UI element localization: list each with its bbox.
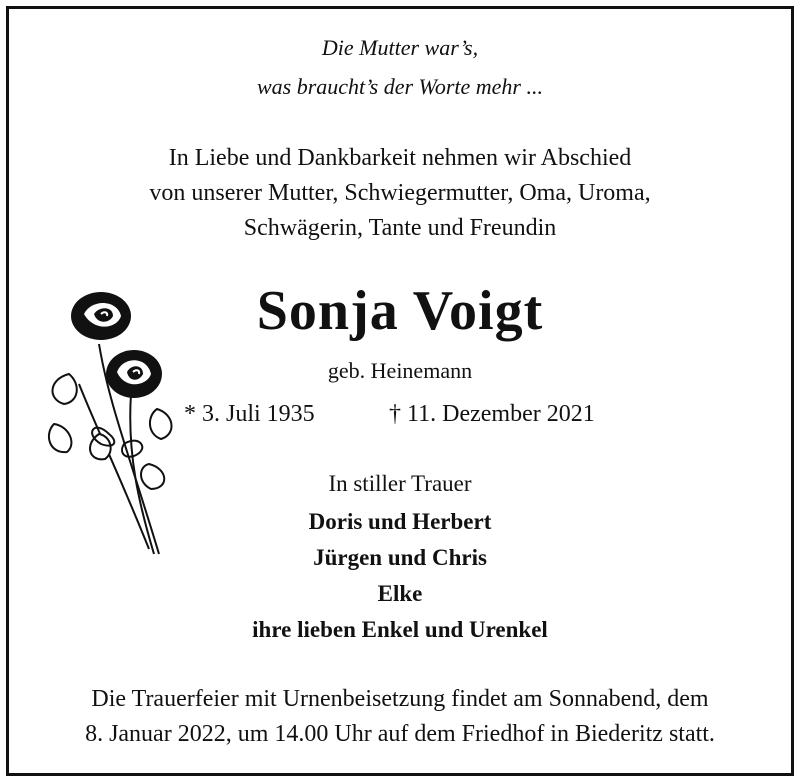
death-date: † 11. Dezember 2021 (389, 401, 595, 427)
mourner-1: Doris und Herbert (308, 509, 492, 534)
motto-line-2: was braucht’s der Worte mehr ... (256, 74, 543, 99)
intro-line-3: Schwägerin, Tante und Freundin (243, 215, 557, 241)
mourner-4: ihre lieben Enkel und Urenkel (252, 617, 548, 642)
obituary-frame (6, 6, 794, 776)
intro-line-1: In Liebe und Dankbarkeit nehmen wir Abschied (168, 145, 632, 171)
deceased-name: Sonja Voigt (256, 280, 544, 342)
mourner-2: Jürgen und Chris (313, 545, 487, 570)
intro-line-2: von unserer Mutter, Schwiegermutter, Oma, Uroma, (149, 180, 651, 206)
mourner-3: Elke (377, 581, 423, 606)
maiden-name: geb. Heinemann (327, 358, 473, 383)
funeral-info-line-2: 8. Januar 2022, um 14.00 Uhr auf dem Friedhof in Biederitz statt. (85, 721, 715, 747)
funeral-info-line-1: Die Trauerfeier mit Urnenbeisetzung findet am Sonnabend, dem (91, 686, 709, 712)
life-dates (9, 401, 791, 431)
mourning-intro: In stiller Trauer (328, 471, 472, 496)
birth-date: * 3. Juli 1935 (184, 401, 315, 427)
motto-line-1: Die Mutter war’s, (321, 35, 479, 60)
